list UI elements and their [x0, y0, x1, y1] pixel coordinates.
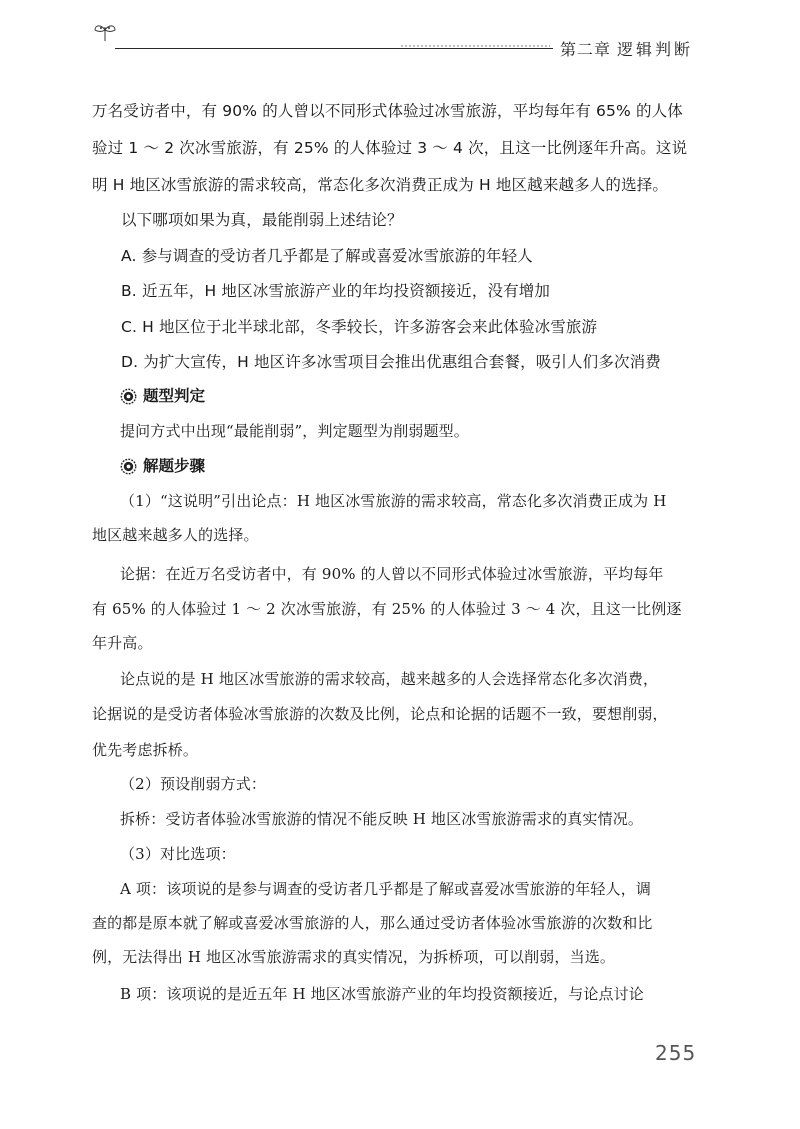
analysis-line: 论点说的是 H 地区冰雪旅游的需求较高，越来越多的人会选择常态化多次消费， — [120, 670, 659, 688]
analysis-line: 优先考虑拆桥。 — [92, 741, 199, 759]
section-heading-steps — [120, 455, 205, 477]
question-stem: 以下哪项如果为真，最能削弱上述结论？ — [121, 211, 403, 229]
evidence-line: 论据：在近万名受访者中，有 90% 的人曾以不同形式体验过冰雪旅游，平均每年 — [120, 565, 664, 583]
option-a: A. 参与调查的受访者几乎都是了解或喜爱冰雪旅游的年轻人 — [121, 247, 533, 265]
step-3-line: （3）对比选项： — [120, 845, 236, 863]
leaf-ornament-icon — [92, 22, 118, 42]
option-d: D. 为扩大宣传，H 地区许多冰雪项目会推出优惠组合套餐，吸引人们多次消费 — [121, 353, 661, 371]
step-1-line: （1）“这说明”引出论点：H 地区冰雪旅游的需求较高，常态化多次消费正成为 H — [120, 492, 667, 510]
evidence-line: 年升高。 — [92, 634, 153, 652]
option-c: C. H 地区位于北半球北部，冬季较长，许多游客会来此体验冰雪旅游 — [121, 318, 598, 336]
passage-line: 验过 1 ～ 2 次冰雪旅游，有 25% 的人体验过 3 ～ 4 次，且这一比例逐年升高。这说 — [92, 139, 688, 157]
chapter-label: 第二章 — [560, 40, 612, 59]
evidence-line: 有 65% 的人体验过 1 ～ 2 次冰雪旅游，有 25% 的人体验过 3 ～ 4 次，且这一比例逐 — [92, 600, 682, 618]
section-heading-type — [120, 385, 205, 407]
option-b: B. 近五年，H 地区冰雪旅游产业的年均投资额接近，没有增加 — [121, 282, 551, 300]
section-heading-text: 题型判定 — [143, 387, 206, 405]
step-2-line: （2）预设削弱方式： — [120, 775, 267, 793]
gear-badge-icon — [120, 388, 137, 405]
passage-line: 明 H 地区冰雪旅游的需求较高，常态化多次消费正成为 H 地区越来越多人的选择。 — [92, 176, 669, 194]
header-rule-dots — [400, 44, 550, 48]
chapter-title: 逻辑判断 — [617, 40, 694, 59]
option-a-analysis-line: A 项：该项说的是参与调查的受访者几乎都是了解或喜爱冰雪旅游的年轻人，调 — [120, 880, 652, 898]
bridge-line: 拆桥：受访者体验冰雪旅游的情况不能反映 H 地区冰雪旅游需求的真实情况。 — [120, 810, 644, 828]
step-1-line: 地区越来越多人的选择。 — [92, 526, 259, 544]
option-a-analysis-line: 查的都是原本就了解或喜爱冰雪旅游的人，那么通过受访者体验冰雪旅游的次数和比 — [92, 914, 653, 932]
passage-line: 万名受访者中，有 90% 的人曾以不同形式体验过冰雪旅游，平均每年有 65% 的人体 — [92, 102, 683, 120]
header-rule — [115, 48, 553, 49]
option-b-analysis-line: B 项：该项说的是近五年 H 地区冰雪旅游产业的年均投资额接近，与论点讨论 — [120, 985, 644, 1003]
analysis-line: 论据说的是受访者体验冰雪旅游的次数及比例，论点和论据的话题不一致，要想削弱， — [92, 705, 668, 723]
option-a-analysis-line: 例，无法得出 H 地区冰雪旅游需求的真实情况，为拆桥项，可以削弱，当选。 — [92, 948, 616, 966]
gear-badge-icon — [120, 458, 137, 475]
type-judgement-text: 提问方式中出现“最能削弱”，判定题型为削弱题型。 — [120, 422, 469, 440]
page-number: 255 — [655, 1041, 697, 1065]
section-heading-text: 解题步骤 — [143, 457, 206, 475]
